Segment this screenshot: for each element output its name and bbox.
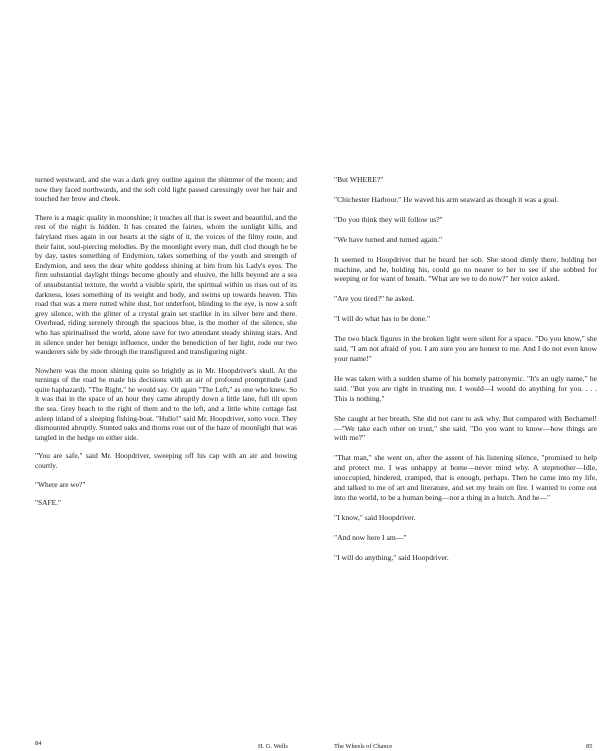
right-paragraph-8: The two black figures in the broken light were silent for a space. "Do you know," she said, "I am not afraid of you. I am sure you are honest to me. And I do not even know your name!" [334,334,597,363]
right-running-footer: The Wheels of Chance [334,743,393,750]
right-paragraph-1: "But WHERE?" [334,175,384,184]
right-page [334,175,597,573]
right-paragraph-12: "I know," said Hoopdriver. [334,512,416,522]
left-paragraph-4: "You are safe," said Mr. Hoopdriver, sweeping off his cap with an air and bowing courtly. [35,451,297,471]
right-paragraph-6: "Are you tired?" he asked. [334,294,415,304]
right-paragraph-13: "And now here I am—" [334,532,407,542]
right-paragraph-10: She caught at her breath. She did not care to ask why. But compared with Bechamel!—"We take each other on trust," she said. "Do you want to know—how things are with me?" [334,413,597,443]
left-paragraph-2: There is a magic quality in moonshine; it touches all that is sweet and beautiful, and the rest of the night is hidden. It has created the fairies, whom the sunlight kills, and fairyland rises again in our hearts at the sight of it, the voices of the filmy route, and their faint, soul-piercing melodies. By the moonlight every man, dull clod though he be by day, tastes something of Endymion, takes something of the youth and strength of Endymion, and sees the dear white goddess shining at him from his Lady's eyes. The firm substantial daylight things become ghostly and elusive, the hills beyond are a sea of unsubstantial texture, the world a visible spirit, the spiritual within us rises out of its darkness, loses something of its weight and body, and swims up towards heaven. This road that was a mere rutted white dust, hot underfoot, blinding to the eye, is now a soft grey silence, with the glitter of a crystal grain set starlike in its silver here and there. Overhead, riding serenely through the spacious blue, is the mother of the silence, she who has spiritualised the world, alone save for two attendant steady shining stars. And in silence under her benign influence, under the benediction of her light, rode our two wanderers side by side through the transfigured and transfiguring night. [35,212,297,357]
right-page-number: 85 [586,743,593,750]
right-paragraph-2: "Chichester Harbour." He waved his arm seaward as though it was a goal. [334,194,559,204]
right-paragraph-3: "Do you think they will follow us?" [334,214,443,224]
left-page-number: 84 [35,740,42,747]
right-paragraph-5: It seemed to Hoopdriver that he heard her sob. She stood dimly there, holding her machine, and he, holding his, could go no nearer to her to see if she sobbed for weeping or for want of breath. "What are we to do now?" her voice asked. [334,254,597,284]
left-paragraph-3: Nowhere was the moon shining quite so brightly as in Mr. Hoopdriver's skull. At the turnings of the road he made his decisions with an air of profound promptitude (and quite haphazard). "The Right," he would say. Or again "The Left," as one who knew. So it was that in the space of an hour they came abruptly down a little lane, full tilt upon the sea. Grey beach to the right of them and to the left, and a little white cottage fast asleep inland of a sleeping fishing-boat. "Hullo!" said Mr. Hoopdriver, sotto voce. They dismounted abruptly. Stunted oaks and thorns rose out of the haze of moonlight that was tangled in the hedge on either side. [35,365,297,442]
left-page [35,175,297,517]
left-paragraph-5: "Where are we?" [35,479,86,489]
right-paragraph-11: "That man," she went on, after the assent of his listening silence, "promised to help and protect me. I was unhappy at home—never mind why. A stepmother—Idle, unoccupied, hindered, cramped, that is enough, perhaps. Then he came into my life, and talked to me of art and literature, and set my brain on fire. I wanted to come out into the world, to be a human being—not a thing in a hutch. And he—" [334,453,597,502]
right-paragraph-7: "I will do what has to be done." [334,314,431,324]
right-paragraph-9: He was taken with a sudden shame of his homely patronymic. "It's an ugly name," he said. "But you are right in trusting me. I would—I would do anything for you. . . . This is nothing." [334,373,597,403]
left-paragraph-1: turned westward, and she was a dark grey outline against the shimmer of the moon; and now they faced northwards, and the soft cold light passed caressingly over her hair and touched her brow and cheek. [35,175,297,204]
left-paragraph-6: "SAFE." [35,498,61,508]
left-running-footer: H. G. Wells [258,743,288,750]
right-paragraph-4: "We have turned and turned again." [334,234,443,244]
right-paragraph-14: "I will do anything," said Hoopdriver. [334,552,449,562]
